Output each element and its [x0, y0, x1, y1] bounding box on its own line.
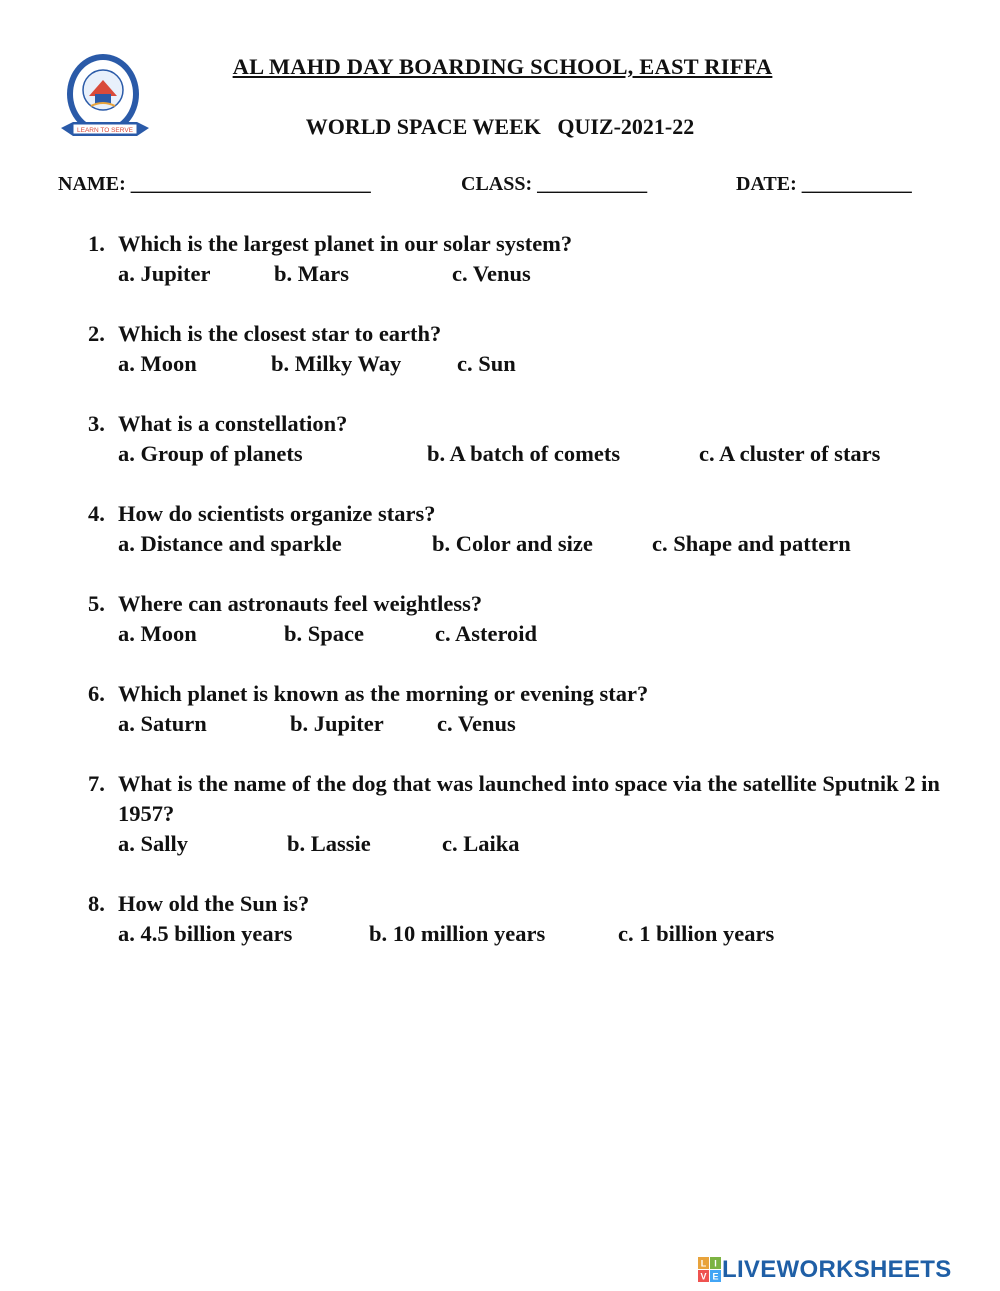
option-c[interactable]: c. Sun — [457, 351, 516, 376]
option-b[interactable]: b. Mars — [274, 261, 349, 286]
option-c[interactable]: c. Venus — [437, 711, 516, 736]
liveworksheets-brand: LIVEWORKSHEETS — [722, 1256, 952, 1283]
question-text: What is a constellation? — [118, 411, 348, 436]
class-field[interactable]: CLASS: ___________ — [461, 173, 648, 195]
option-c[interactable]: c. Venus — [452, 261, 531, 286]
option-b[interactable]: b. 10 million years — [369, 921, 546, 946]
options — [118, 349, 948, 379]
question-3 — [88, 409, 948, 469]
question-5 — [88, 589, 948, 649]
quiz-title: WORLD SPACE WEEK QUIZ-2021-22 — [305, 114, 695, 139]
options — [118, 259, 948, 289]
svg-text:E: E — [712, 1271, 719, 1282]
question-number: 1. — [88, 231, 105, 256]
option-b[interactable]: b. Space — [284, 621, 365, 646]
question-text: How old the Sun is? — [118, 891, 310, 916]
question-4 — [88, 499, 948, 559]
option-c[interactable]: c. 1 billion years — [618, 921, 775, 946]
liveworksheets-icon — [698, 1257, 722, 1283]
svg-text:V: V — [700, 1271, 707, 1282]
options — [118, 619, 948, 649]
options — [118, 829, 948, 859]
question-text: Which planet is known as the morning or evening star? — [118, 681, 649, 706]
question-text: How do scientists organize stars? — [118, 501, 436, 526]
option-c[interactable]: c. Laika — [442, 831, 520, 856]
question-8 — [88, 889, 948, 949]
date-field[interactable]: DATE: ___________ — [736, 173, 912, 195]
options — [118, 709, 948, 739]
question-1 — [88, 229, 948, 289]
option-c[interactable]: c. Asteroid — [435, 621, 538, 646]
option-a[interactable]: a. Jupiter — [118, 261, 211, 286]
question-7 — [88, 769, 948, 859]
svg-text:L: L — [700, 1258, 707, 1269]
options — [118, 529, 948, 559]
question-6 — [88, 679, 948, 739]
question-number: 8. — [88, 891, 105, 916]
options — [118, 439, 948, 469]
question-text: Where can astronauts feel weightless? — [118, 591, 483, 616]
option-c[interactable]: c. A cluster of stars — [699, 441, 881, 466]
option-a[interactable]: a. Saturn — [118, 711, 207, 736]
question-text: What is the name of the dog that was launched into space via the satellite Sputnik 2 in 1957? — [118, 771, 940, 826]
school-name: AL MAHD DAY BOARDING SCHOOL, EAST RIFFA — [232, 54, 773, 79]
question-2 — [88, 319, 948, 379]
option-a[interactable]: a. Sally — [118, 831, 189, 856]
svg-text:LEARN TO SERVE: LEARN TO SERVE — [77, 127, 133, 134]
option-c[interactable]: c. Shape and pattern — [652, 531, 851, 556]
question-number: 3. — [88, 411, 105, 436]
option-b[interactable]: b. Milky Way — [271, 351, 402, 376]
option-b[interactable]: b. Lassie — [287, 831, 371, 856]
question-number: 6. — [88, 681, 105, 706]
question-number: 5. — [88, 591, 105, 616]
option-a[interactable]: a. Moon — [118, 351, 197, 376]
name-field[interactable]: NAME: ________________________ — [58, 173, 371, 195]
svg-text:I: I — [714, 1258, 717, 1269]
option-a[interactable]: a. Moon — [118, 621, 197, 646]
option-a[interactable]: a. Distance and sparkle — [118, 531, 342, 556]
question-text: Which is the largest planet in our solar system? — [118, 231, 573, 256]
options — [118, 919, 948, 949]
liveworksheets-logo — [698, 1256, 952, 1284]
option-a[interactable]: a. Group of planets — [118, 441, 303, 466]
question-number: 4. — [88, 501, 105, 526]
option-a[interactable]: a. 4.5 billion years — [118, 921, 293, 946]
question-text: Which is the closest star to earth? — [118, 321, 442, 346]
option-b[interactable]: b. A batch of comets — [427, 441, 621, 466]
question-number: 7. — [88, 771, 105, 796]
question-number: 2. — [88, 321, 105, 346]
option-b[interactable]: b. Color and size — [432, 531, 593, 556]
option-b[interactable]: b. Jupiter — [290, 711, 384, 736]
